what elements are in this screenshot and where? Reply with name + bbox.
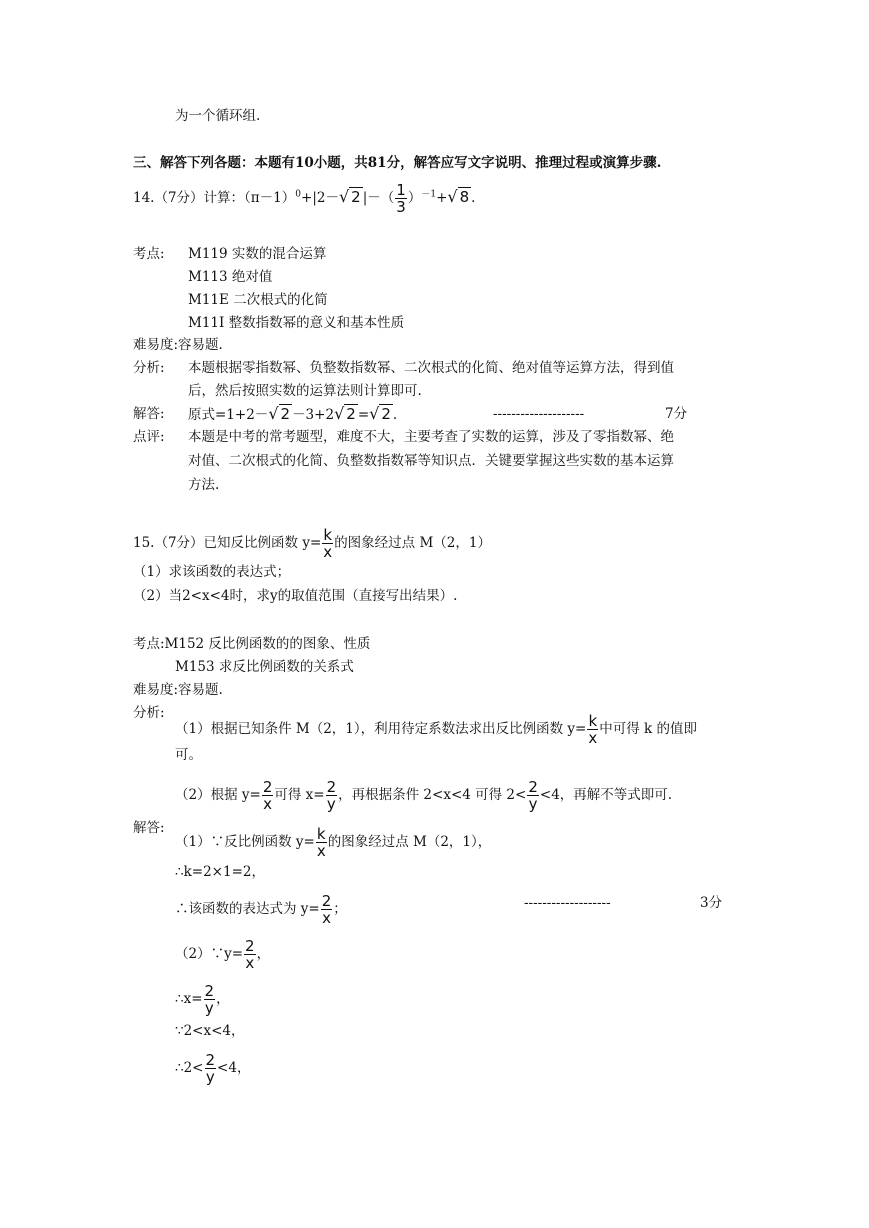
- sqrt-icon: √: [338, 187, 350, 206]
- q15-fenxi-1: [175, 713, 697, 746]
- q14-statement: [133, 182, 475, 215]
- q15-jieda-6: ∵2<x<4，: [175, 1023, 245, 1039]
- q14-kaodian-label: 考点:: [133, 246, 165, 262]
- q14-sup0: 0: [295, 189, 302, 200]
- frac-den: x: [245, 954, 255, 972]
- frac-num: k: [316, 825, 326, 843]
- q15-head: 15.（7分）已知反比例函数 y=: [133, 535, 322, 551]
- q15-jieda-3: [175, 893, 347, 926]
- q15-j1b: 的图象经过点 M（2，1），: [327, 834, 492, 850]
- q14-jieda-a: 原式=1+2－: [188, 407, 269, 423]
- q15-jieda-4: [175, 938, 270, 971]
- q15-f2d: <4，再解不等式即可.: [539, 787, 673, 803]
- q14-fenxi-label: 分析:: [133, 360, 165, 376]
- q14-abs: +|2－: [301, 190, 339, 206]
- q14-dianping-3: 方法.: [188, 477, 220, 493]
- q14-r2: 2: [351, 188, 361, 206]
- frac-num: 2: [528, 778, 538, 796]
- q15-frac-kx: [322, 527, 333, 560]
- frac-num: k: [588, 712, 598, 730]
- q14-kaodian-1: M119 实数的混合运算: [188, 246, 327, 262]
- q14-dianping-1: 本题是中考的常考题型，难度不大，主要考查了实数的运算，涉及了零指数幂、绝: [188, 429, 674, 445]
- q15-frac-kx: [587, 713, 598, 746]
- q14-kaodian-2: M113 绝对值: [188, 269, 273, 285]
- q14-score-dash: --------------------: [493, 406, 585, 422]
- q14-jieda-b: －3+2: [292, 407, 335, 423]
- frac-num: 2: [204, 982, 215, 1000]
- q15-fenxi-1c: 可。: [175, 747, 202, 763]
- frac-num: 2: [326, 778, 337, 796]
- q15-j7b: <4，: [217, 1060, 251, 1076]
- q14-fenxi-2: 后，然后按照实数的运算法则计算即可.: [188, 383, 422, 399]
- q14-dianping-2: 对值、二次根式的化简、负整数指数幂等知识点．关键要掌握这些实数的基本运算: [188, 453, 674, 469]
- frac-num: 2: [245, 937, 255, 955]
- q14-dianping-label: 点评:: [133, 429, 165, 445]
- frac-den: y: [326, 795, 336, 813]
- q14-jieda-c: =: [357, 407, 370, 423]
- q15-jieda-7: [175, 1052, 250, 1085]
- sqrt-icon: √: [447, 187, 458, 206]
- q14-jieda-r2b: 2: [346, 405, 356, 423]
- q14-minus: |－（: [362, 190, 395, 206]
- q15-j4b: ，: [256, 946, 271, 962]
- q15-j1a: （1）∵反比例函数 y=: [175, 834, 315, 850]
- frac-den: x: [322, 909, 331, 927]
- q14-frac: [395, 182, 407, 215]
- q15-jieda-label: 解答:: [133, 820, 165, 836]
- frac-den: x: [323, 543, 333, 561]
- q15-jieda-5: [175, 983, 230, 1016]
- q14-jieda-label: 解答:: [133, 406, 165, 422]
- frac-num: 2: [321, 892, 332, 910]
- q14-close: ）: [407, 190, 422, 206]
- frac-den: x: [316, 842, 326, 860]
- q15-kaodian-2: M153 求反比例函数的关系式: [175, 659, 354, 675]
- q15-score: 3分: [700, 895, 723, 911]
- q15-jieda-1: [175, 826, 491, 859]
- frac-den: x: [588, 729, 598, 747]
- q15-nanyi: 难易度:容易题.: [133, 682, 223, 698]
- q15-part1: （1）求该函数的表达式；: [133, 564, 291, 580]
- frac-den: x: [263, 795, 273, 813]
- q15-j7a: ∴2<: [175, 1060, 204, 1076]
- q15-fenxi-2: [175, 779, 672, 812]
- q14-kaodian-4: M11I 整数指数幂的意义和基本性质: [188, 315, 405, 331]
- q15-f1a: （1）根据已知条件 M（2，1），利用待定系数法求出反比例函数 y=: [175, 721, 587, 737]
- q15-f2c: ，再根据条件 2<x<4 可得 2<: [338, 787, 527, 803]
- q15-j4a: （2）∵y=: [175, 946, 244, 962]
- q14-kaodian-3: M11E 二次根式的化简: [188, 292, 328, 308]
- q15-score-dash: -------------------: [524, 895, 611, 911]
- q15-statement: [133, 527, 491, 560]
- frac-den: y: [204, 999, 214, 1017]
- q14-supm1: －1: [421, 189, 437, 200]
- frac-den: y: [205, 1068, 215, 1086]
- q15-frac-2x: [262, 779, 274, 812]
- q15-frac-2x: [321, 893, 333, 926]
- frac-den: 3: [396, 198, 406, 216]
- q15-fenxi-label: 分析:: [133, 705, 165, 721]
- frac-den: y: [528, 795, 538, 813]
- sqrt-icon: √: [334, 404, 345, 423]
- q14-fenxi-1: 本题根据零指数幂、负整数指数幂、二次根式的化简、绝对值等运算方法，得到值: [188, 360, 674, 376]
- q15-j5b: ，: [216, 991, 230, 1007]
- q15-kaodian-1: 考点:M152 反比例函数的的图象、性质: [133, 636, 371, 652]
- q14-jieda-r2c: 2: [381, 405, 391, 423]
- section-heading: 三、解答下列各题：本题有10小题，共81分，解答应写文字说明、推理过程或演算步骤.: [133, 155, 662, 171]
- q15-frac-2y: [527, 779, 539, 812]
- q14-end: .: [471, 190, 476, 206]
- prev-tail: 为一个循环组.: [175, 108, 261, 124]
- q14-nanyi: 难易度:容易题.: [133, 337, 223, 353]
- q15-j3b: ；: [333, 901, 347, 917]
- q14-score: 7分: [665, 406, 688, 422]
- q15-jieda-2: ∴k=2×1=2，: [175, 864, 265, 880]
- q15-frac-kx: [316, 826, 327, 859]
- frac-num: 1: [396, 181, 406, 199]
- frac-num: k: [323, 526, 333, 544]
- q15-j5a: ∴x=: [175, 991, 203, 1007]
- q15-frac-2x: [244, 938, 256, 971]
- q15-part2: （2）当2<x<4时，求y的取值范围（直接写出结果）.: [133, 588, 458, 604]
- q15-frac-2y: [205, 1052, 217, 1085]
- q14-plus: +: [436, 190, 448, 206]
- q14-jieda-d: .: [392, 407, 398, 423]
- frac-num: 2: [262, 778, 273, 796]
- q15-frac-2y: [326, 779, 338, 812]
- q15-f2b: 可得 x=: [274, 787, 325, 803]
- q15-frac-2y: [204, 983, 216, 1016]
- q15-j3a: ∴该函数的表达式为 y=: [175, 901, 320, 917]
- q14-head: 14.（7分）计算：（π－1）: [133, 190, 296, 206]
- q15-f2a: （2）根据 y=: [175, 787, 261, 803]
- q14-jieda-r2: 2: [280, 405, 291, 423]
- frac-num: 2: [205, 1051, 216, 1069]
- q15-f1b: 中可得 k 的值即: [599, 721, 698, 737]
- sqrt-icon: √: [369, 404, 380, 423]
- q14-jieda: [188, 404, 397, 425]
- q14-r8: 8: [459, 188, 470, 206]
- sqrt-icon: √: [268, 404, 279, 423]
- q15-head-tail: 的图象经过点 M（2，1）: [334, 535, 491, 551]
